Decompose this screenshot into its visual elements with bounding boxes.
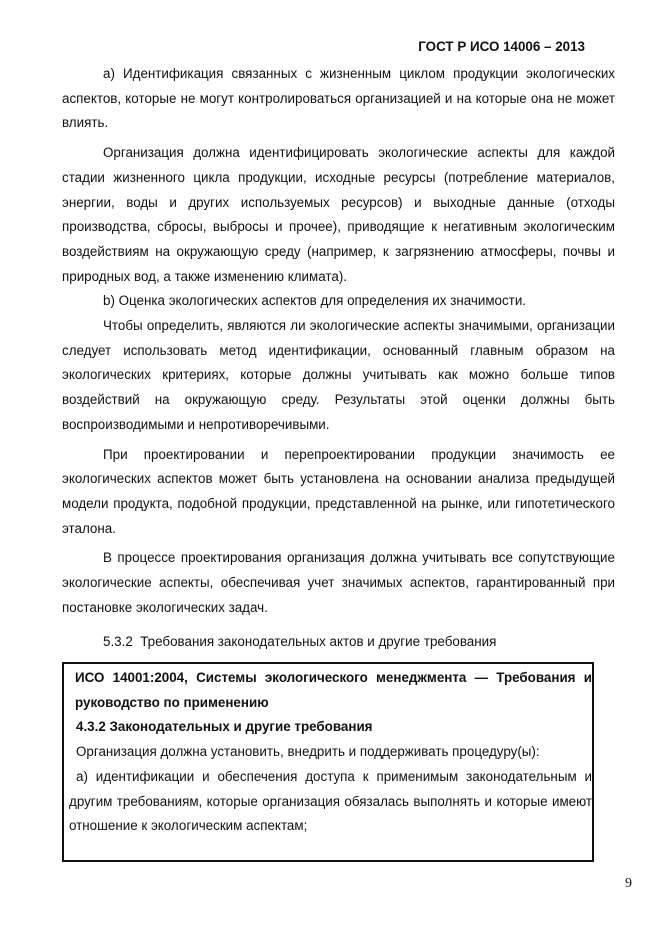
paragraph: При проектировании и перепроектировании продукции значимость ее экологических аспектов может быть установлена на основании анализа предыдущей модели продукта, подобной продукции, представленной на рынке, или гипотетического эталона.: [62, 446, 615, 536]
paragraph-b: b) Оценка экологических аспектов для определения их значимости.: [103, 293, 527, 309]
page-number: 9: [625, 876, 632, 891]
subsection-title: Требования законодательных актов и другие требования: [140, 634, 497, 650]
box-intro: Организация должна установить, внедрить и поддерживать процедуру(ы):: [76, 744, 540, 760]
paragraph: Чтобы определить, являются ли экологические аспекты значимыми, организации следует использовать метод идентификации, основанный главным образом на экологических критериях, которые должны учитывать как можно больше типов воздействий на окружающую среду. Результаты этой оценки должны быть воспроизводимыми и непротиворечивыми.: [62, 318, 615, 432]
standard-quote-box: [62, 662, 594, 862]
main-text: [62, 62, 615, 672]
paragraph-a: а) Идентификация связанных с жизненным циклом продукции экологических аспектов, которые не могут контролироваться организацией и на которые она не может влиять.: [62, 66, 615, 131]
paragraph: Организация должна идентифицировать экологические аспекты для каждой стадии жизненного цикла продукции, исходные ресурсы (потребление материалов, энергии, воды и других используемых ресурсов) и выходные данные (отходы производства, сбросы, выбросы и прочее), приводящие к негативным экологическим воздействиям на окружающую среду (например, к загрязнению атмосферы, почвы и природных вод, а также изменению климата).: [62, 145, 615, 284]
paragraph: В процессе проектирования организация должна учитывать все сопутствующие экологические аспекты, обеспечивая учет значимых аспектов, гарантированный при постановке экологических задач.: [62, 550, 615, 615]
document-header: ГОСТ Р ИСО 14006 – 2013: [418, 39, 585, 54]
box-heading: 4.3.2 Законодательных и другие требования: [76, 719, 373, 735]
subsection-heading: [62, 620, 615, 655]
box-item: а) идентификации и обеспечения доступа к применимым законодательным и другим требованиям, которые организация обязалась выполнять и которые имеют отношение к экологическим аспектам;: [69, 768, 592, 834]
box-title: ИСО 14001:2004, Системы экологического менеджмента — Требования и руководство по применению: [75, 670, 592, 710]
subsection-number: 5.3.2: [103, 634, 133, 650]
